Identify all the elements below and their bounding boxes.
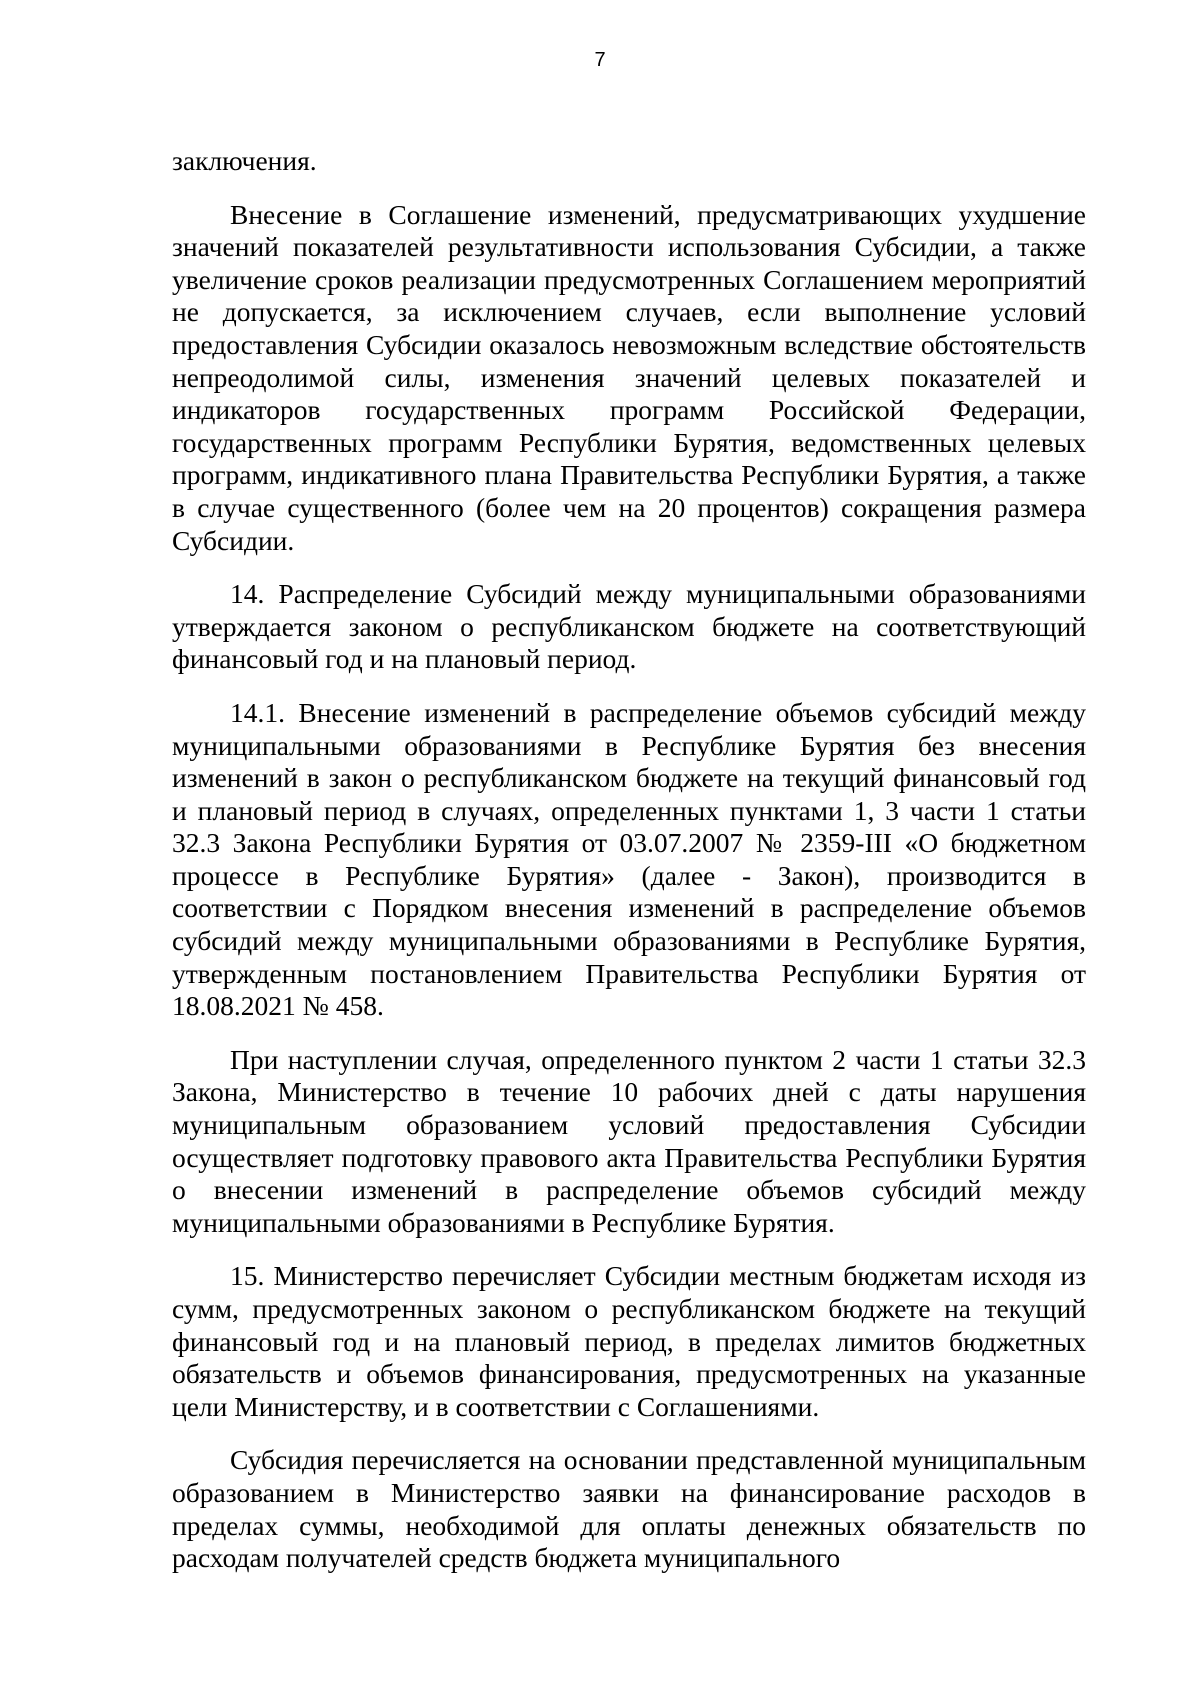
paragraph-clause-14-1: 14.1. Внесение изменений в распределение объемов субсидий между муниципальными образованиями в Республике Бурятия без внесения изменений в закон о республиканском бюджете на текущий финансовый год и плановый период в случаях, определенных пунктами 1, 3 части 1 статьи 32.3 Закона Республики Бурятия от 03.07.2007 № 2359-III «О бюджетном процессе в Республике Бурятия» (далее - Закон), производится в соответствии с Порядком внесения изменений в распределение объемов субсидий между муниципальными образованиями в Республике Бурятия, утвержденным постановлением Правительства Республики Бурятия от 18.08.2021 № 458. xyxy=(172,696,1086,1022)
paragraph-subsidy-transfer: Субсидия перечисляется на основании представленной муниципальным образованием в Министерство заявки на финансирование расходов в пределах суммы, необходимой для оплаты денежных обязательств по расходам получателей средств бюджета муниципального xyxy=(172,1444,1086,1574)
paragraph-clause-15: 15. Министерство перечисляет Субсидии местным бюджетам исходя из сумм, предусмотренных законом о республиканском бюджете на текущий финансовый год и на плановый период, в пределах лимитов бюджетных обязательств и объемов финансирования, предусмотренных на указанные цели Министерству, и в соответствии с Соглашениями. xyxy=(172,1260,1086,1422)
paragraph-clause-14: 14. Распределение Субсидий между муниципальными образованиями утверждается законом о республиканском бюджете на соответствующий финансовый год и на плановый период. xyxy=(172,578,1086,675)
paragraph-case-clause-2: При наступлении случая, определенного пунктом 2 части 1 статьи 32.3 Закона, Министерство в течение 10 рабочих дней с даты нарушения муниципальным образованием условий предоставления Субсидии осуществляет подготовку правового акта Правительства Республики Бурятия о внесении изменений в распределение объемов субсидий между муниципальными образованиями в Республике Бурятия. xyxy=(172,1043,1086,1238)
paragraph-continuation: заключения. xyxy=(172,145,317,176)
paragraph-agreement-changes: Внесение в Соглашение изменений, предусматривающих ухудшение значений показателей результативности использования Субсидии, а также увеличение сроков реализации предусмотренных Соглашением мероприятий не допускается, за исключением случаев, если выполнение условий предоставления Субсидии оказалось невозможным вследствие обстоятельств непреодолимой силы, изменения значений целевых показателей и индикаторов государственных программ Российской Федерации, государственных программ Республики Бурятия, ведомственных целевых программ, индикативного плана Правительства Республики Бурятия, а также в случае существенного (более чем на 20 процентов) сокращения размера Субсидии. xyxy=(172,198,1086,556)
page-number: 7 xyxy=(594,49,606,71)
document-body xyxy=(172,145,1086,1596)
